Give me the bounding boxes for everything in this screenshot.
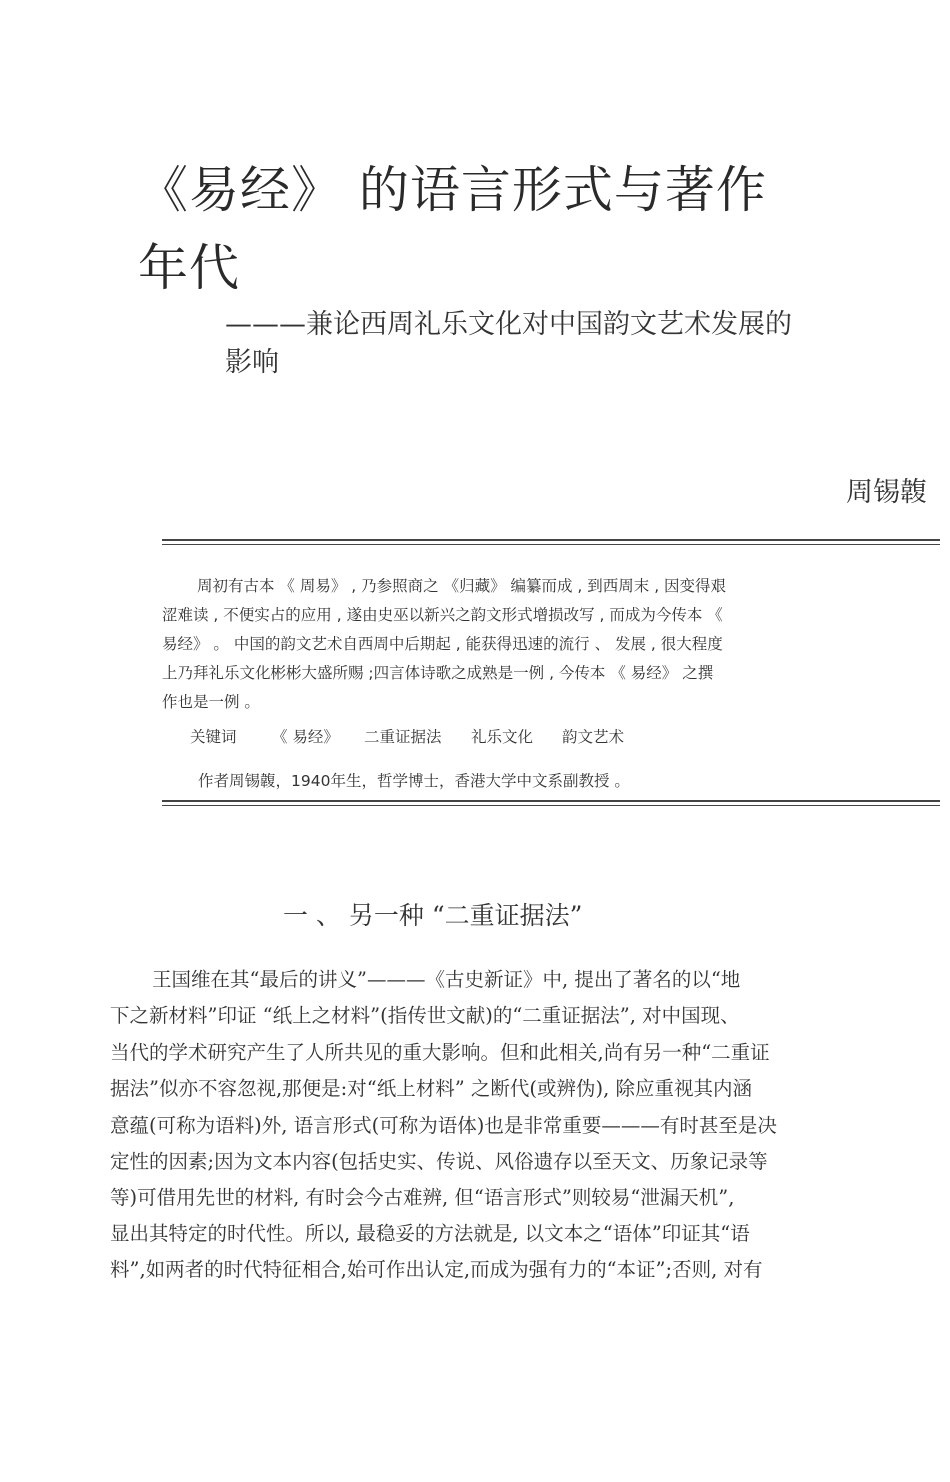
abstract-line: 易经》 。 中国的韵文艺术自西周中后期起 , 能获得迅速的流行 、 发展 , 很大程度	[162, 635, 723, 653]
keywords-label: 关键词	[190, 728, 237, 746]
abstract-line: 上乃拜礼乐文化彬彬大盛所赐 ;四言体诗歌之成熟是一例 , 今传本 《 易经》 之撰	[162, 664, 714, 682]
body-line: 等)可借用先世的材料, 有时会今古难辨, 但“语言形式”则较易“泄漏天机”,	[110, 1186, 735, 1209]
body-line: 显出其特定的时代性。所以, 最稳妥的方法就是, 以文本之“语体”印证其“语	[110, 1222, 750, 1245]
subtitle-line-2: 影响	[225, 347, 279, 378]
body-line: 定性的因素;因为文本内容(包括史实、传说、风俗遗存以至天文、历象记录等	[110, 1150, 768, 1173]
keyword: 礼乐文化	[471, 728, 534, 746]
body-line: 料”,如两者的时代特征相合,始可作出认定,而成为强有力的“本证”;否则, 对有	[110, 1258, 763, 1281]
body-line: 下之新材料”印证 “纸上之材料”(指传世文献)的“二重证据法”, 对中国现、	[110, 1004, 740, 1027]
keyword: 《 易经》	[272, 728, 339, 746]
keyword: 韵文艺术	[562, 728, 625, 746]
title-line-1: 《易经》 的语言形式与著作	[138, 161, 767, 219]
body-line: 据法”似亦不容忽视,那便是:对“纸上材料” 之断代(或辨伪), 除应重视其内涵	[110, 1077, 752, 1100]
abstract-line: 作也是一例 。	[162, 693, 260, 711]
subtitle-line-1: ———兼论西周礼乐文化对中国韵文艺术发展的	[225, 309, 792, 340]
body-line: 当代的学术研究产生了人所共见的重大影响。但和此相关,尚有另一种“二重证	[110, 1041, 770, 1064]
body-line: 王国维在其“最后的讲义”———《古史新证》中, 提出了著名的以“地	[152, 968, 741, 991]
section-heading: 一 、 另一种 “二重证据法”	[283, 901, 583, 930]
bottom-double-rule	[162, 800, 940, 806]
body-line: 意蕴(可称为语料)外, 语言形式(可称为语体)也是非常重要———有时甚至是决	[110, 1114, 777, 1137]
top-double-rule	[162, 539, 940, 545]
abstract-line: 周初有古本 《 周易》 , 乃参照商之 《归藏》 编纂而成 , 到西周末 , 因变得艰	[197, 577, 727, 595]
abstract-line: 涩难读 , 不便实占的应用 , 遂由史巫以新兴之韵文形式增损改写 , 而成为今传本 《	[162, 606, 723, 624]
title-line-2: 年代	[138, 239, 240, 297]
keyword: 二重证据法	[364, 728, 442, 746]
author-note: 作者周锡䪖，1940年生，哲学博士，香港大学中文系副教授 。	[198, 772, 630, 790]
author-name: 周锡䪖	[846, 477, 927, 508]
